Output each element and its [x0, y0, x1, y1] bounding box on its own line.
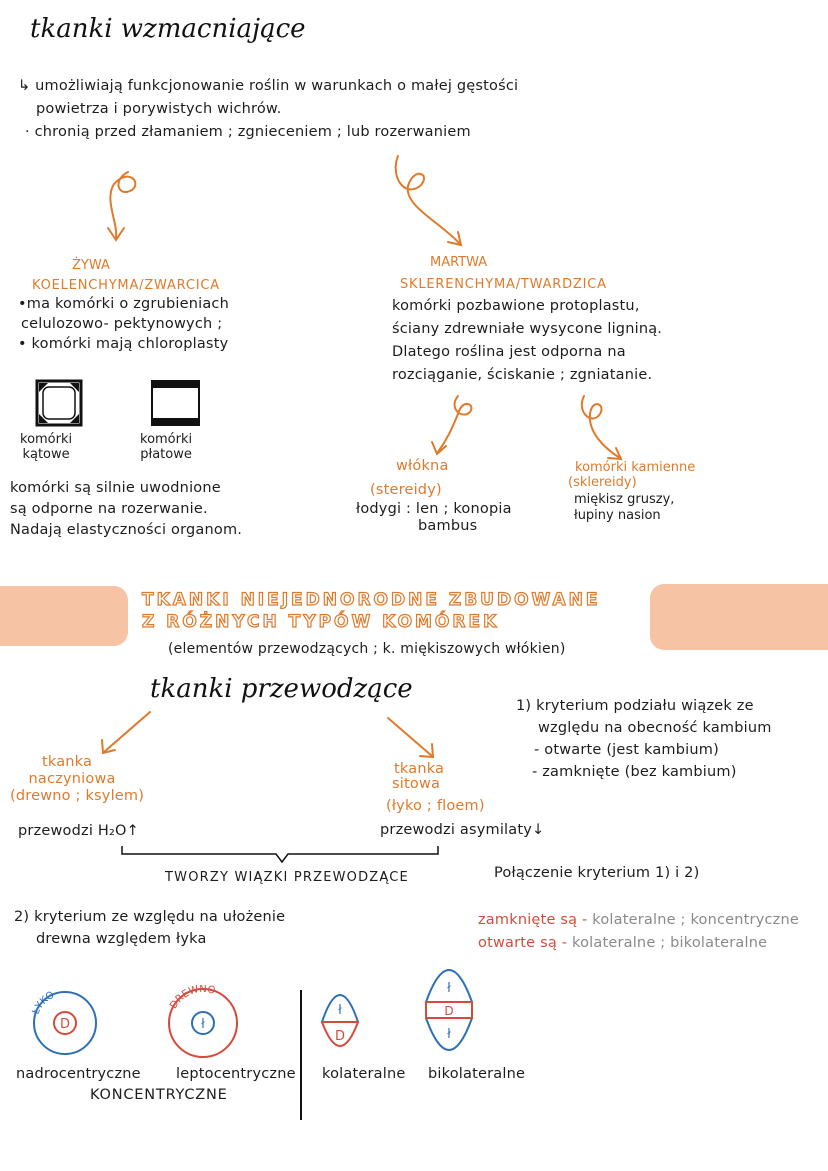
vessel-line: (drewno ; ksylem)	[10, 788, 145, 804]
example-line: łupiny nasion	[574, 508, 661, 523]
ring1-center: D	[59, 1017, 71, 1032]
criterion-line: - zamknięte (bez kambium)	[532, 764, 737, 780]
conductive-title: tkanki przewodzące	[150, 674, 413, 704]
feature-line: •ma komórki o zgrubieniach	[18, 296, 229, 312]
feature-line: Dlatego roślina jest odporna na	[392, 344, 626, 360]
living-tissue-name: KOELENCHYMA/ZWARCICA	[32, 278, 220, 293]
bundles-brace	[122, 846, 438, 862]
dead-label: MARTWA	[430, 255, 488, 270]
stone-cells-subtitle: (sklereidy)	[568, 475, 637, 490]
example-line: miękisz gruszy,	[574, 492, 675, 507]
arrow-to-dead	[396, 156, 460, 244]
collateral-label: kolateralne	[322, 1066, 406, 1082]
bicollateral-label: bikolateralne	[428, 1066, 526, 1082]
criterion-line: drewna względem łyka	[36, 931, 207, 947]
open-types: kolateralne ; bikolateralne	[571, 935, 768, 951]
dead-tissue-name: SKLERENCHYMA/TWARDZICA	[400, 277, 607, 292]
desc-line: Nadają elastyczności organom.	[10, 522, 243, 538]
banner-title-line2: Z RÓŻNYCH TYPÓW KOMÓREK	[142, 612, 500, 632]
closed-label: zamknięte są -	[478, 912, 588, 928]
sieve-function: przewodzi asymilaty↓	[380, 822, 545, 838]
closed-types: kolateralne ; koncentryczne	[592, 912, 799, 928]
criterion-line: względu na obecność kambium	[538, 720, 772, 736]
cell-label-line: płatowe	[140, 447, 192, 462]
arrow-to-sieve	[388, 718, 432, 756]
ring2-center: ł	[201, 1017, 205, 1032]
sieve-line: sitowa	[392, 776, 441, 792]
feature-line: rozciąganie, ściskanie ; zgniatanie.	[392, 367, 653, 383]
angular-cell-icon	[37, 381, 81, 425]
concentric-amphivasal-label: nadrocentryczne	[16, 1066, 141, 1082]
example-line: łodygi : len ; konopia	[356, 501, 512, 517]
intro-line: ↳ umożliwiają funkcjonowanie roślin w warunkach o małej gęstości	[18, 78, 519, 94]
feature-line: komórki pozbawione protoplastu,	[392, 298, 640, 314]
cell-label-line: kątowe	[22, 447, 70, 462]
feature-line: celulozowo- pektynowych ;	[21, 316, 223, 332]
ring1-word: ŁYKO	[30, 989, 57, 1017]
banner-subtitle: (elementów przewodzących ; k. miękiszowych włókien)	[168, 641, 566, 657]
concentric-heading: KONCENTRYCZNE	[90, 1087, 228, 1103]
vessel-line: tkanka	[41, 754, 93, 770]
desc-line: komórki są silnie uwodnione	[10, 480, 221, 496]
vessel-line: naczyniowa	[28, 771, 116, 787]
bicollateral-top: ł	[447, 981, 451, 996]
sieve-line: tkanka	[394, 761, 445, 777]
page-title: tkanki wzmacniające	[30, 14, 306, 44]
fibers-title: włókna	[396, 458, 449, 474]
plate-cell-icon	[152, 381, 199, 425]
criterion-line: 2) kryterium ze względu na ułożenie	[14, 909, 286, 925]
collateral-top: ł	[338, 1003, 342, 1018]
arrow-to-stone-cells	[582, 396, 620, 458]
arrow-to-fibers	[438, 396, 471, 452]
feature-line: • komórki mają chloroplasty	[18, 336, 229, 352]
combination-heading: Połączenie kryterium 1) i 2)	[494, 865, 700, 881]
arrow-to-vessel	[104, 712, 150, 752]
ring2-word: DREWNO	[168, 983, 217, 1011]
criterion-line: 1) kryterium podziału wiązek ze	[516, 698, 754, 714]
bundles-label: TWORZY WIĄZKI PRZEWODZĄCE	[165, 870, 409, 885]
desc-line: są odporne na rozerwanie.	[10, 501, 208, 517]
collateral-bottom: D	[334, 1029, 346, 1044]
living-label: ŻYWA	[72, 258, 110, 273]
vessel-function: przewodzi H₂O↑	[18, 823, 139, 839]
bicollateral-bottom: ł	[447, 1027, 451, 1042]
criterion-line: - otwarte (jest kambium)	[534, 742, 719, 758]
cell-label-line: komórki	[140, 432, 193, 447]
fibers-subtitle: (stereidy)	[370, 482, 442, 498]
intro-line: powietrza i porywistych wichrów.	[36, 101, 282, 117]
example-line: bambus	[418, 518, 478, 534]
cell-label-line: komórki	[20, 432, 73, 447]
feature-line: ściany zdrewniałe wysycone ligniną.	[392, 321, 663, 337]
banner-title-line1: TKANKI NIEJEDNORODNE ZBUDOWANE	[142, 590, 601, 610]
stone-cells-title: komórki kamienne	[575, 460, 696, 475]
concentric-amphicribral-label: leptocentryczne	[176, 1066, 296, 1082]
sieve-subtitle: (łyko ; floem)	[386, 798, 485, 814]
bicollateral-middle: D	[444, 1004, 454, 1018]
intro-line: · chronią przed złamaniem ; zgnieceniem ; lub rozerwaniem	[25, 124, 471, 140]
open-label: otwarte są -	[478, 935, 568, 951]
